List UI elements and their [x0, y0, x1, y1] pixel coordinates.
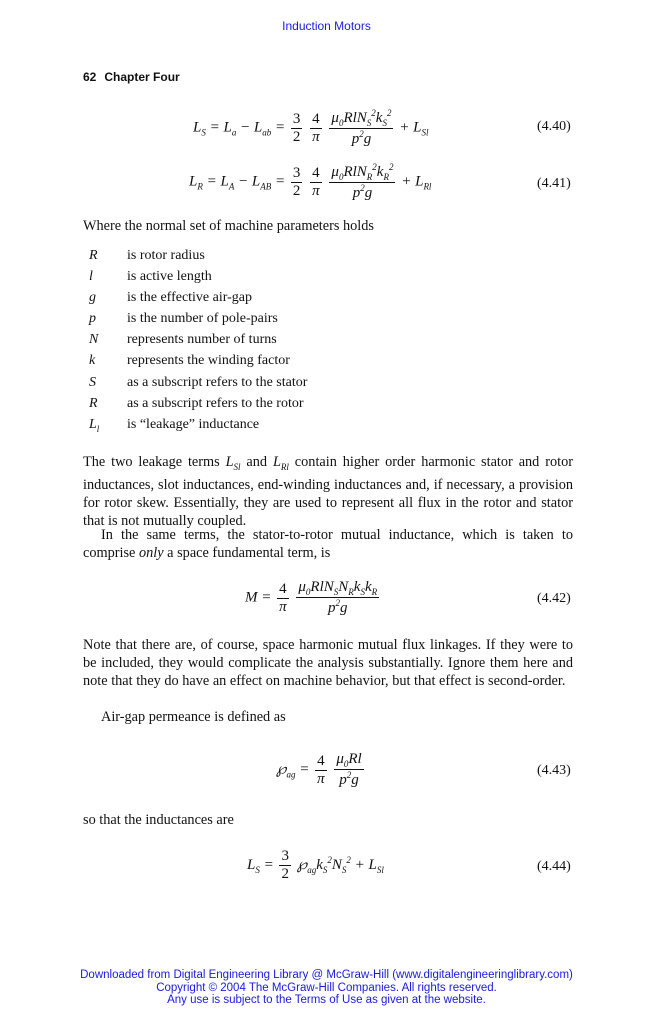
parameter-description: is the effective air-gap: [127, 290, 253, 306]
emphasis-text: only: [138, 545, 164, 561]
paragraph-permeance: Air-gap permeance is defined as: [101, 709, 286, 725]
parameter-row: [89, 247, 307, 268]
parameter-symbol: R: [89, 248, 98, 263]
parameter-row: [89, 395, 307, 416]
equation-number: (4.44): [537, 859, 571, 874]
equation-number: (4.43): [537, 763, 571, 778]
parameter-description: as a subscript refers to the stator: [127, 374, 308, 390]
parameter-row: [89, 416, 307, 437]
parameter-description: as a subscript refers to the rotor: [127, 395, 304, 411]
text-run: contain higher order harmonic stator and rotor inductances, slot inductances, end-winding inductances and, if necessary, a provision for rotor skew. Essentially, they are used to represent all flux in the rotor and stator that is not mutually coupled.: [83, 454, 574, 529]
parameter-symbol: p: [89, 311, 96, 327]
footer-terms: Any use is subject to the Terms of Use as given at the website.: [167, 994, 486, 1006]
parameter-row: [89, 352, 307, 373]
text-run: and: [240, 454, 273, 470]
page-number: 62: [83, 70, 97, 84]
parameter-symbol: $L_l$: [89, 416, 100, 434]
parameter-symbol: R: [89, 395, 98, 411]
parameter-symbol: l: [89, 269, 93, 285]
equation-number: (4.42): [537, 591, 571, 606]
parameter-description: is “leakage” inductance: [127, 416, 260, 432]
parameter-row: [89, 374, 307, 395]
paragraph-mutual: [83, 526, 573, 562]
text-run: a space fundamental term, is: [163, 545, 331, 561]
parameter-symbol: N: [89, 332, 99, 348]
footer-download-link[interactable]: Downloaded from Digital Engineering Library @ McGraw-Hill (www.digitalengineeringlibrary.com): [80, 969, 573, 981]
equation-4-44: $L_S$ = $\frac{3}{2}$ $℘_{ag}k_S^2N_S^2 + L_{Sl}$: [247, 848, 384, 882]
parameter-row: [89, 310, 307, 331]
intro-text: Where the normal set of machine parameters holds: [83, 218, 374, 234]
parameter-symbol: k: [89, 353, 96, 369]
parameter-list: [89, 247, 307, 437]
paragraph-note: Note that there are, of course, space harmonic mutual flux linkages. If they were to be included, they would complicate the analysis substantially. Ignore them here and note that they do have an effect on machine behavior, but that effect is second-order.: [83, 637, 573, 689]
text-run: The two leakage terms: [83, 454, 226, 470]
chapter-heading: [83, 70, 180, 84]
paragraph-leakage: The two leakage terms $L_{Sl}$ and $L_{Rl}$ contain higher order harmonic stator and rotor inductances, slot inductances, end-winding inductances and, if necessary, a provision for rotor skew. Essentially, they are used to represent all flux in the rotor and stator that is not mutually coupled.: [83, 454, 574, 529]
parameter-symbol: g: [89, 290, 96, 306]
parameter-symbol: S: [89, 374, 96, 390]
chapter-title: Chapter Four: [104, 70, 180, 84]
parameter-description: represents number of turns: [127, 332, 277, 348]
parameter-row: [89, 289, 307, 310]
equation-number: (4.41): [537, 176, 571, 191]
running-header: Induction Motors: [282, 19, 371, 33]
parameter-description: is the number of pole-pairs: [127, 311, 278, 327]
footer-copyright: Copyright © 2004 The McGraw-Hill Companies. All rights reserved.: [156, 981, 497, 994]
parameter-row: [89, 268, 307, 289]
parameter-description: is active length: [127, 269, 212, 285]
parameter-description: represents the winding factor: [127, 353, 290, 369]
text-run: In the same terms, the stator-to-rotor mutual inductance, which is taken to comprise: [83, 527, 573, 561]
parameter-description: is rotor radius: [127, 248, 205, 263]
equation-4-40: $L_S = L_a - L_{ab}$ = $\frac{3}{2}$ $\frac{4}{\pi}$ $\frac{\mu_0RlN_S^2k_S^2}{p^2g}$ + $L_{Sl}$: [193, 108, 429, 147]
equation-4-41: $L_R = L_A - L_{AB}$ = $\frac{3}{2}$ $\frac{4}{\pi}$ $\frac{\mu_0RlN_R^2k_R^2}{p^2g}$ + $L_{Rl}$: [189, 162, 432, 201]
equation-4-42: M = $\frac{4}{\pi}$ $\frac{\mu_0RlN_SN_Rk_Sk_R}{p^2g}$: [245, 579, 378, 616]
footer-notice: [0, 969, 653, 1007]
paragraph-inductances: so that the inductances are: [83, 812, 234, 828]
parameter-row: [89, 331, 307, 352]
equation-number: (4.40): [537, 119, 571, 134]
equation-4-43: $℘_{ag}$ = $\frac{4}{\pi}$ $\frac{\mu_0Rl}{p^2g}$: [276, 751, 362, 788]
